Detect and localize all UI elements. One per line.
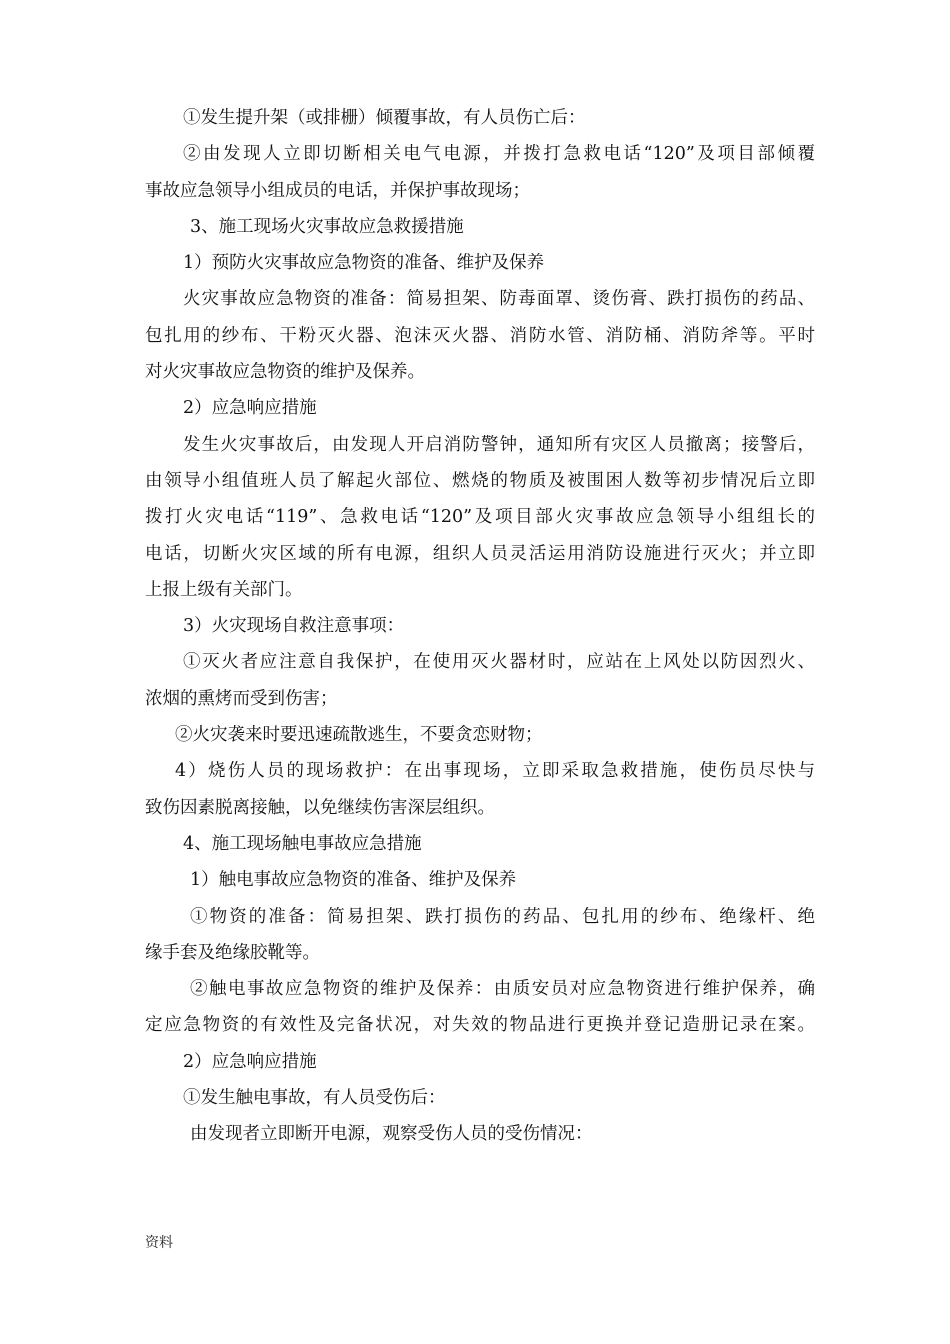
- text-line: ②火灾袭来时要迅速疏散逃生，不要贪恋财物；: [175, 725, 543, 746]
- text-line: 1）预防火灾事故应急物资的准备、维护及保养: [183, 253, 545, 274]
- text-line: ①发生提升架（或排栅）倾覆事故，有人员伤亡后：: [183, 108, 586, 128]
- text-line: 缘手套及绝缘胶靴等。: [145, 942, 320, 963]
- text-line: 3、施工现场火灾事故应急救援措施: [190, 216, 464, 237]
- document-body: [145, 100, 815, 1153]
- text-line: 事故应急领导小组成员的电话，并保护事故现场；: [145, 180, 530, 201]
- text-line: 对火灾事故应急物资的维护及保养。: [145, 362, 425, 383]
- text-line: ①物资的准备：简易担架、跌打损伤的药品、包扎用的纱布、绝缘杆、绝: [190, 906, 815, 927]
- text-line: 2）应急响应措施: [183, 398, 317, 419]
- text-line: ②由发现人立即切断相关电气电源，并拨打急救电话“120”及项目部倾覆: [183, 144, 815, 165]
- text-line: 由发现者立即断开电源，观察受伤人员的受伤情况：: [190, 1124, 593, 1145]
- text-line: 拨打火灾电话“119”、急救电话“120”及项目部火灾事故应急领导小组组长的: [145, 507, 815, 528]
- text-line: 浓烟的熏烤而受到伤害；: [145, 688, 338, 709]
- text-line: 火灾事故应急物资的准备：简易担架、防毒面罩、烫伤膏、跌打损伤的药品、: [183, 289, 815, 310]
- text-line: 4、施工现场触电事故应急措施: [183, 833, 422, 854]
- text-line: 包扎用的纱布、干粉灭火器、泡沫灭火器、消防水管、消防桶、消防斧等。平时: [145, 325, 815, 346]
- text-line: 1）触电事故应急物资的准备、维护及保养: [190, 870, 517, 891]
- text-line: ①灭火者应注意自我保护，在使用灭火器材时，应站在上风处以防因烈火、: [183, 652, 815, 673]
- text-line: 由领导小组值班人员了解起火部位、燃烧的物质及被围困人数等初步情况后立即: [145, 470, 815, 491]
- text-line: 发生火灾事故后，由发现人开启消防警钟，通知所有灾区人员撤离；接警后，: [183, 434, 815, 455]
- text-line: ①发生触电事故，有人员受伤后：: [183, 1088, 446, 1109]
- text-line: 定应急物资的有效性及完备状况，对失效的物品进行更换并登记造册记录在案。: [145, 1015, 815, 1036]
- text-line: ②触电事故应急物资的维护及保养：由质安员对应急物资进行维护保养，确: [190, 979, 815, 1000]
- text-line: 3）火灾现场自救注意事项：: [183, 616, 405, 637]
- text-line: 电话，切断火灾区域的所有电源，组织人员灵活运用消防设施进行灭火；并立即: [145, 543, 815, 564]
- footer-label: 资料: [145, 1235, 173, 1251]
- text-line: 2）应急响应措施: [183, 1051, 317, 1072]
- text-line: 上报上级有关部门。: [145, 579, 303, 600]
- text-line: 4）烧伤人员的现场救护：在出事现场，立即采取急救措施，使伤员尽快与: [175, 761, 815, 782]
- text-line: 致伤因素脱离接触，以免继续伤害深层组织。: [145, 797, 495, 818]
